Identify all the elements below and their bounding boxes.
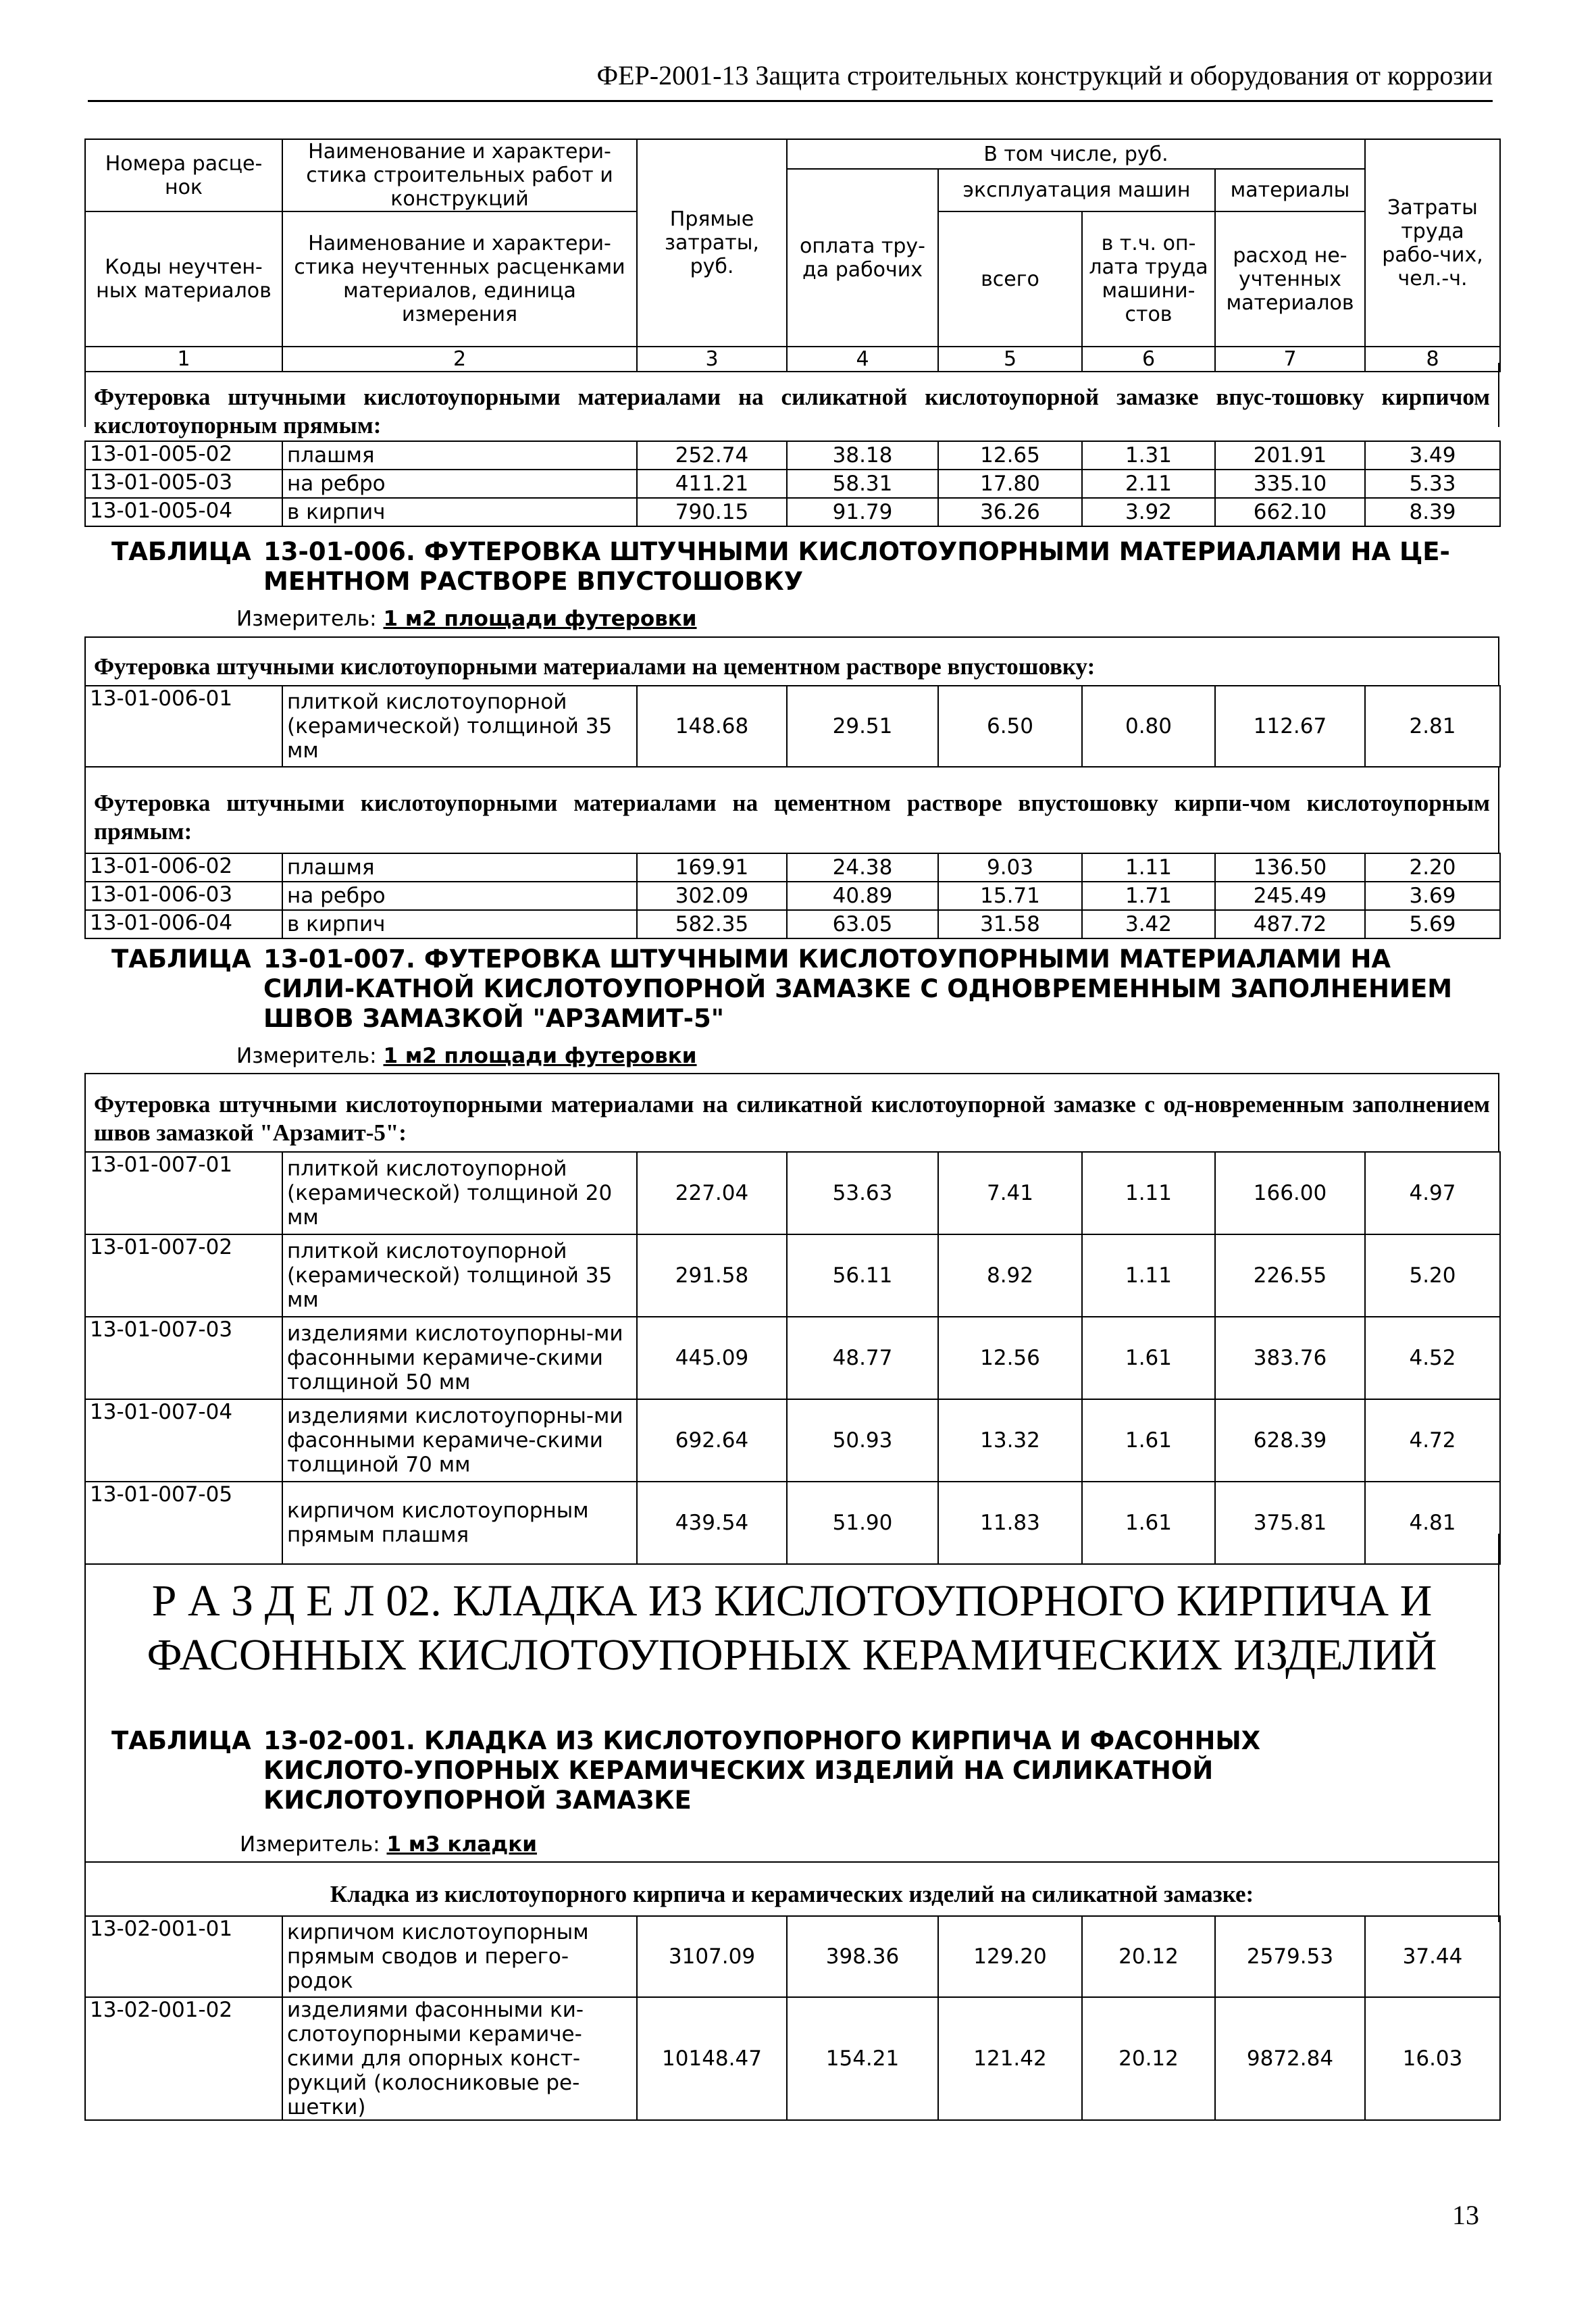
materials-cell: 375.81 xyxy=(1215,1482,1365,1564)
col-num: 3 xyxy=(637,347,787,372)
direct-cost-cell: 692.64 xyxy=(637,1399,787,1482)
labor-pay-cell: 29.51 xyxy=(787,686,938,767)
code-cell: 13-01-005-04 xyxy=(85,498,282,526)
direct-cost-cell: 252.74 xyxy=(637,441,787,470)
machinist-pay-cell: 1.61 xyxy=(1082,1399,1215,1482)
labor-pay-cell: 63.05 xyxy=(787,910,938,938)
labor-pay-cell: 91.79 xyxy=(787,498,938,526)
code-cell: 13-01-006-01 xyxy=(85,686,282,767)
direct-cost-cell: 3107.09 xyxy=(637,1916,787,1997)
table-005-rows xyxy=(84,441,1501,527)
materials-cell: 112.67 xyxy=(1215,686,1365,767)
col8-header: Затраты труда рабо-чих, чел.-ч. xyxy=(1365,139,1500,347)
materials-cell: 226.55 xyxy=(1215,1234,1365,1317)
machinist-pay-cell: 1.11 xyxy=(1082,853,1215,882)
machines-total-cell: 31.58 xyxy=(938,910,1082,938)
labor-pay-cell: 50.93 xyxy=(787,1399,938,1482)
direct-cost-cell: 439.54 xyxy=(637,1482,787,1564)
section-02-heading xyxy=(84,1574,1499,1682)
col1-header-top: Номера расце-нок xyxy=(85,139,282,211)
table-heading: 13-01-006. ФУТЕРОВКА ШТУЧНЫМИ КИСЛОТОУПОРНЫМИ МАТЕРИАЛАМИ НА ЦЕ-МЕНТНОМ РАСТВОРЕ ВПУСТОШОВКУ xyxy=(263,537,1450,596)
labor-pay-cell: 58.31 xyxy=(787,470,938,498)
materials-cell: 487.72 xyxy=(1215,910,1365,938)
measure-value: 1 м2 площади футеровки xyxy=(383,1044,697,1068)
col-num: 2 xyxy=(282,347,637,372)
machinist-pay-cell: 2.11 xyxy=(1082,470,1215,498)
labor-hours-cell: 3.49 xyxy=(1365,441,1500,470)
direct-cost-cell: 227.04 xyxy=(637,1152,787,1234)
machinist-pay-cell: 1.11 xyxy=(1082,1234,1215,1317)
labor-hours-cell: 37.44 xyxy=(1365,1916,1500,1997)
table-heading: 13-02-001. КЛАДКА ИЗ КИСЛОТОУПОРНОГО КИРПИЧА И ФАСОННЫХ КИСЛОТО-УПОРНЫХ КЕРАМИЧЕСКИХ ИЗДЕЛИЙ НА СИЛИКАТНОЙ КИСЛОТОУПОРНОЙ ЗАМАЗКЕ xyxy=(263,1726,1261,1815)
machinist-pay-cell: 1.61 xyxy=(1082,1317,1215,1399)
name-cell: на ребро xyxy=(282,882,637,910)
machines-total-cell: 36.26 xyxy=(938,498,1082,526)
col2-header-bottom: Наименование и характери-стика неучтенных расценками материалов, единица измерения xyxy=(282,211,637,347)
name-cell: плиткой кислотоупорной (керамической) толщиной 35 мм xyxy=(282,1234,637,1317)
machines-total-cell: 17.80 xyxy=(938,470,1082,498)
col-num: 1 xyxy=(85,347,282,372)
materials-header: материалы xyxy=(1215,169,1365,211)
table-label: ТАБЛИЦА xyxy=(111,537,251,566)
machines-total-cell: 6.50 xyxy=(938,686,1082,767)
machinist-pay-cell: 0.80 xyxy=(1082,686,1215,767)
direct-cost-cell: 411.21 xyxy=(637,470,787,498)
code-cell: 13-01-006-02 xyxy=(85,853,282,882)
machines-total-cell: 8.92 xyxy=(938,1234,1082,1317)
table-label: ТАБЛИЦА xyxy=(111,945,251,974)
section-frame xyxy=(84,766,1499,853)
materials-cell: 662.10 xyxy=(1215,498,1365,526)
materials-cell: 201.91 xyxy=(1215,441,1365,470)
direct-cost-cell: 302.09 xyxy=(637,882,787,910)
direct-cost-cell: 148.68 xyxy=(637,686,787,767)
table-201-1-rows xyxy=(84,1915,1501,2121)
page-header: ФЕР-2001-13 Защита строительных конструкций и оборудования от коррозии xyxy=(596,60,1493,91)
section-title-006-2: Футеровка штучными кислотоупорными материалами на цементном растворе впустошовку кирпи-чом кислотоупорным прямым: xyxy=(94,790,1490,845)
table-row xyxy=(85,1997,1500,2120)
labor-pay-cell: 51.90 xyxy=(787,1482,938,1564)
direct-cost-cell: 445.09 xyxy=(637,1317,787,1399)
machinist-pay-cell: 3.42 xyxy=(1082,910,1215,938)
direct-cost-cell: 582.35 xyxy=(637,910,787,938)
code-cell: 13-01-007-05 xyxy=(85,1482,282,1564)
table-title-007 xyxy=(111,945,1469,1034)
labor-pay-cell: 38.18 xyxy=(787,441,938,470)
measure-007 xyxy=(236,1044,697,1068)
labor-hours-cell: 16.03 xyxy=(1365,1997,1500,2120)
section-02-line1: Р А З Д Е Л 02. КЛАДКА ИЗ КИСЛОТОУПОРНОГО КИРПИЧА И xyxy=(151,1576,1433,1626)
measure-006 xyxy=(236,607,697,631)
name-cell: плашмя xyxy=(282,441,637,470)
machines-total-cell: 15.71 xyxy=(938,882,1082,910)
labor-hours-cell: 2.20 xyxy=(1365,853,1500,882)
col-num: 6 xyxy=(1082,347,1215,372)
section-frame xyxy=(84,1861,1499,1917)
measure-value: 1 м3 кладки xyxy=(386,1832,538,1857)
code-cell: 13-01-007-03 xyxy=(85,1317,282,1399)
labor-pay-cell: 154.21 xyxy=(787,1997,938,2120)
measure-label: Измеритель: xyxy=(236,1044,377,1068)
labor-pay-cell: 40.89 xyxy=(787,882,938,910)
measure-label: Измеритель: xyxy=(240,1832,380,1857)
machinist-pay-cell: 1.61 xyxy=(1082,1482,1215,1564)
machinist-pay-cell: 3.92 xyxy=(1082,498,1215,526)
table-row xyxy=(85,1399,1500,1482)
materials-cell: 9872.84 xyxy=(1215,1997,1365,2120)
table-row xyxy=(85,1916,1500,1997)
machines-total-cell: 12.56 xyxy=(938,1317,1082,1399)
machines-total-cell: 13.32 xyxy=(938,1399,1082,1482)
table-row xyxy=(85,1317,1500,1399)
name-cell: кирпичом кислотоупорным прямым сводов и перего-родок xyxy=(282,1916,637,1997)
code-cell: 13-01-007-04 xyxy=(85,1399,282,1482)
materials-cell: 245.49 xyxy=(1215,882,1365,910)
materials-cell: 2579.53 xyxy=(1215,1916,1365,1997)
table-row xyxy=(85,470,1500,498)
table-row xyxy=(85,686,1500,767)
name-cell: в кирпич xyxy=(282,910,637,938)
labor-hours-cell: 4.72 xyxy=(1365,1399,1500,1482)
code-cell: 13-02-001-01 xyxy=(85,1916,282,1997)
measure-value: 1 м2 площади футеровки xyxy=(383,607,697,631)
section-title-007-1: Футеровка штучными кислотоупорными материалами на силикатной кислотоупорной замазке с од-новременным заполнением швов замазкой "Арзамит-5": xyxy=(94,1091,1490,1146)
table-006-1-rows xyxy=(84,685,1501,768)
materials-cell: 628.39 xyxy=(1215,1399,1365,1482)
direct-cost-cell: 790.15 xyxy=(637,498,787,526)
labor-hours-cell: 4.81 xyxy=(1365,1482,1500,1564)
measure-201 xyxy=(240,1832,537,1857)
labor-hours-cell: 2.81 xyxy=(1365,686,1500,767)
machines-total-cell: 7.41 xyxy=(938,1152,1082,1234)
name-cell: на ребро xyxy=(282,470,637,498)
table-row xyxy=(85,882,1500,910)
section-02-line2: ФАСОННЫХ КИСЛОТОУПОРНЫХ КЕРАМИЧЕСКИХ ИЗДЕЛИЙ xyxy=(147,1630,1437,1680)
col1-header-bottom: Коды неучтен-ных материалов xyxy=(85,211,282,347)
col2-header-top: Наименование и характери-стика строительных работ и конструкций xyxy=(282,139,637,211)
machines-total-cell: 12.65 xyxy=(938,441,1082,470)
labor-hours-cell: 3.69 xyxy=(1365,882,1500,910)
machines-total-cell: 11.83 xyxy=(938,1482,1082,1564)
section-title-005: Футеровка штучными кислотоупорными материалами на силикатной кислотоупорной замазке впус-тошовку кирпичом кислотоупорным прямым: xyxy=(94,384,1490,438)
section-frame xyxy=(84,636,1499,686)
machines-total-cell: 129.20 xyxy=(938,1916,1082,1997)
table-row xyxy=(85,441,1500,470)
direct-cost-cell: 291.58 xyxy=(637,1234,787,1317)
col4-header: оплата тру-да рабочих xyxy=(787,169,938,347)
name-cell: изделиями кислотоупорны-ми фасонными керамиче-скими толщиной 50 мм xyxy=(282,1317,637,1399)
labor-hours-cell: 5.33 xyxy=(1365,470,1500,498)
col6-header: в т.ч. оп-лата труда машини-стов xyxy=(1082,211,1215,347)
table-row xyxy=(85,1152,1500,1234)
table-007-1-rows xyxy=(84,1151,1501,1565)
page-number: 13 xyxy=(1452,2200,1479,2230)
code-cell: 13-01-007-01 xyxy=(85,1152,282,1234)
table-row xyxy=(85,498,1500,526)
section-frame xyxy=(84,363,1499,438)
machinist-pay-cell: 20.12 xyxy=(1082,1997,1215,2120)
labor-pay-cell: 398.36 xyxy=(787,1916,938,1997)
direct-cost-cell: 169.91 xyxy=(637,853,787,882)
machinist-pay-cell: 1.31 xyxy=(1082,441,1215,470)
table-title-006 xyxy=(111,537,1469,597)
code-cell: 13-01-007-02 xyxy=(85,1234,282,1317)
labor-hours-cell: 5.69 xyxy=(1365,910,1500,938)
name-cell: плиткой кислотоупорной (керамической) толщиной 35 мм xyxy=(282,686,637,767)
header-rule xyxy=(88,100,1493,102)
labor-pay-cell: 56.11 xyxy=(787,1234,938,1317)
col-num: 8 xyxy=(1365,347,1500,372)
materials-cell: 166.00 xyxy=(1215,1152,1365,1234)
col7-header: расход не-учтенных материалов xyxy=(1215,211,1365,347)
name-cell: кирпичом кислотоупорным прямым плашмя xyxy=(282,1482,637,1564)
col-num: 7 xyxy=(1215,347,1365,372)
col-num: 5 xyxy=(938,347,1082,372)
machines-total-cell: 121.42 xyxy=(938,1997,1082,2120)
labor-hours-cell: 4.52 xyxy=(1365,1317,1500,1399)
labor-pay-cell: 48.77 xyxy=(787,1317,938,1399)
labor-hours-cell: 5.20 xyxy=(1365,1234,1500,1317)
measure-label: Измеритель: xyxy=(236,607,377,631)
table-heading: 13-01-007. ФУТЕРОВКА ШТУЧНЫМИ КИСЛОТОУПОРНЫМИ МАТЕРИАЛАМИ НА СИЛИ-КАТНОЙ КИСЛОТОУПОРНОЙ ЗАМАЗКЕ С ОДНОВРЕМЕННЫМ ЗАПОЛНЕНИЕМ ШВОВ ЗАМАЗКОЙ "АРЗАМИТ-5" xyxy=(263,945,1453,1033)
col5-header: всего xyxy=(938,211,1082,347)
code-cell: 13-01-005-03 xyxy=(85,470,282,498)
materials-cell: 136.50 xyxy=(1215,853,1365,882)
name-cell: изделиями фасонными ки-слотоупорными керамиче-скими для опорных конст-рукций (колосниковые ре-шетки) xyxy=(282,1997,637,2120)
name-cell: плиткой кислотоупорной (керамической) толщиной 20 мм xyxy=(282,1152,637,1234)
labor-pay-cell: 53.63 xyxy=(787,1152,938,1234)
labor-pay-cell: 24.38 xyxy=(787,853,938,882)
code-cell: 13-02-001-02 xyxy=(85,1997,282,2120)
table-row xyxy=(85,853,1500,882)
materials-cell: 383.76 xyxy=(1215,1317,1365,1399)
column-header-table xyxy=(84,139,1501,372)
machines-header: эксплуатация машин xyxy=(938,169,1215,211)
group-header: В том числе, руб. xyxy=(787,139,1365,169)
name-cell: плашмя xyxy=(282,853,637,882)
table-row xyxy=(85,910,1500,938)
section-title-006-1: Футеровка штучными кислотоупорными материалами на цементном растворе впустошовку: xyxy=(94,653,1096,680)
name-cell: изделиями кислотоупорны-ми фасонными керамиче-скими толщиной 70 мм xyxy=(282,1399,637,1482)
direct-cost-cell: 10148.47 xyxy=(637,1997,787,2120)
machines-total-cell: 9.03 xyxy=(938,853,1082,882)
machinist-pay-cell: 1.11 xyxy=(1082,1152,1215,1234)
col3-header: Прямые затраты, руб. xyxy=(637,139,787,347)
table-006-2-rows xyxy=(84,853,1501,939)
materials-cell: 335.10 xyxy=(1215,470,1365,498)
name-cell: в кирпич xyxy=(282,498,637,526)
section-frame xyxy=(84,1073,1499,1153)
machinist-pay-cell: 1.71 xyxy=(1082,882,1215,910)
table-row xyxy=(85,1234,1500,1317)
table-title-201 xyxy=(111,1726,1469,1815)
labor-hours-cell: 8.39 xyxy=(1365,498,1500,526)
code-cell: 13-01-005-02 xyxy=(85,441,282,470)
machinist-pay-cell: 20.12 xyxy=(1082,1916,1215,1997)
col-num: 4 xyxy=(787,347,938,372)
labor-hours-cell: 4.97 xyxy=(1365,1152,1500,1234)
code-cell: 13-01-006-04 xyxy=(85,910,282,938)
table-label: ТАБЛИЦА xyxy=(111,1726,251,1755)
section-title-201-1: Кладка из кислотоупорного кирпича и керамических изделий на силикатной замазке: xyxy=(330,1881,1254,1907)
code-cell: 13-01-006-03 xyxy=(85,882,282,910)
